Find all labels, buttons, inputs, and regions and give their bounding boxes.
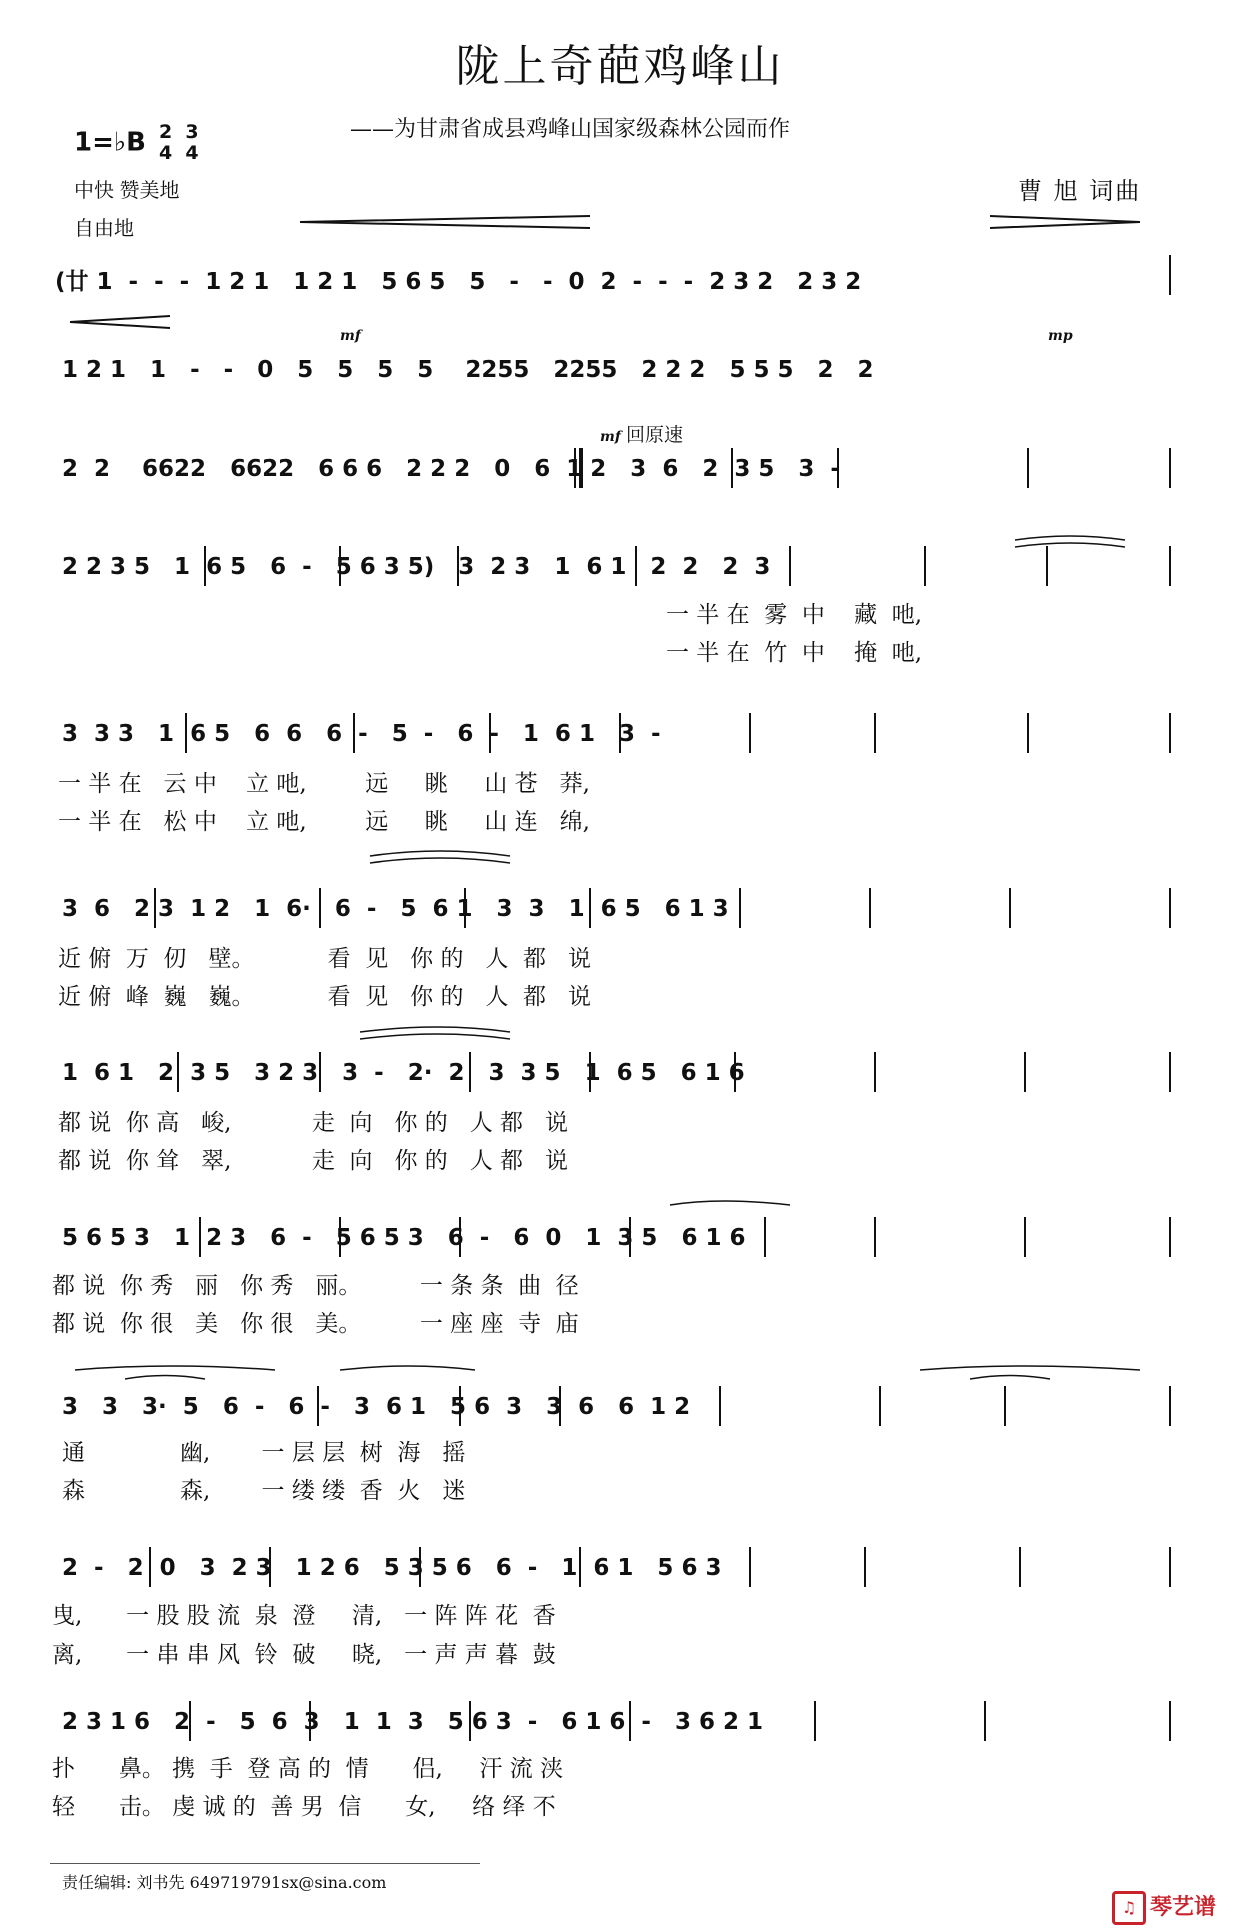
score-line-4-lyrics-2: 一 半 在 竹 中 掩 吔, — [666, 640, 923, 666]
barlines-line-9 — [318, 1386, 1170, 1426]
score-line-7-notes: 1 6 1 2 3 5 3 2 3 3 - 2· 2 3 3 5 1 6 5 6 1 6 — [62, 1060, 745, 1086]
dynamic-mf: mf — [340, 328, 361, 344]
time-signature-2: 3 4 — [185, 121, 199, 164]
tempo-marking: 中快 赞美地 — [74, 180, 180, 202]
free-tempo-marking: 自由地 — [74, 218, 134, 240]
score-line-6-lyrics-1: 近 俯 万 仞 壁。 看 见 你 的 人 都 说 — [58, 946, 591, 972]
score-line-8-lyrics-2: 都 说 你 很 美 你 很 美。 一 座 座 寺 庙 — [52, 1311, 579, 1337]
crescendo-hairpin — [300, 216, 590, 228]
score-line-5-notes: 3 3 3 1 6 5 6 6 6 - 5 - 6 - 1 6 1 3 - — [62, 721, 661, 747]
time-signature-1: 2 4 — [159, 121, 173, 164]
score-line-7-lyrics-2: 都 说 你 耸 翠, 走 向 你 的 人 都 说 — [58, 1148, 568, 1174]
score-line-4-notes: 2 2 3 5 1 6 5 6 - 5 6 3 5) 3 2 3 1 6 1 2 2 2 3 — [62, 554, 771, 580]
score-line-5-lyrics-1: 一 半 在 云 中 立 吔, 远 眺 山 苍 莽, — [58, 771, 590, 797]
score-line-8-lyrics-1: 都 说 你 秀 丽 你 秀 丽。 一 条 条 曲 径 — [52, 1273, 579, 1299]
page-title: 陇上奇葩鸡峰山 — [455, 41, 785, 92]
page-subtitle: ——为甘肃省成县鸡峰山国家级森林公园而作 — [350, 117, 791, 142]
barlines-line-11 — [190, 1701, 1170, 1741]
score-line-10-lyrics-1: 曳, 一 股 股 流 泉 澄 清, 一 阵 阵 花 香 — [52, 1603, 556, 1629]
decrescendo-hairpin — [990, 216, 1140, 228]
score-line-10-lyrics-2: 离, 一 串 串 风 铃 破 晓, 一 声 声 暮 鼓 — [52, 1642, 556, 1668]
score-line-9-lyrics-1: 通 幽, 一 层 层 树 海 摇 — [62, 1440, 466, 1466]
score-line-5-lyrics-2: 一 半 在 松 中 立 吔, 远 眺 山 连 绵, — [58, 809, 590, 835]
score-line-11-lyrics-1: 扑 鼻。 携 手 登 高 的 情 侣, 汗 流 浃 — [52, 1756, 564, 1782]
barlines-line-8 — [200, 1217, 1170, 1257]
barlines-line-10 — [150, 1547, 1170, 1587]
barlines-line-6 — [155, 888, 1170, 928]
site-logo: ♫ 琴艺谱 — [1112, 1890, 1216, 1925]
footer-divider — [50, 1863, 480, 1864]
composer-credit: 曹 旭 词曲 — [1018, 177, 1142, 205]
score-line-7-lyrics-1: 都 说 你 高 峻, 走 向 你 的 人 都 说 — [58, 1110, 568, 1136]
editor-credit: 责任编辑: 刘书先 649719791sx@sina.com — [62, 1873, 387, 1892]
score-line-6-lyrics-2: 近 俯 峰 巍 巍。 看 见 你 的 人 都 说 — [58, 984, 591, 1010]
score-line-3-notes: 2 2 6622 6622 6 6 6 2 2 2 0 6 1 2 3 6 2 3 5 3 - — [62, 456, 840, 482]
score-line-9-lyrics-2: 森 森, 一 缕 缕 香 火 迷 — [62, 1478, 466, 1504]
barlines-line-5 — [186, 713, 1170, 753]
score-line-10-notes: 2 - 2 0 3 2 3 1 2 6 5 3 5 6 6 - 1 6 1 5 6 3 — [62, 1555, 722, 1581]
score-line-2-notes: 1 2 1 1 - - 0 5 5 5 5 2255 2255 2 2 2 5 5 5 2 2 — [62, 357, 874, 383]
piano-logo-icon: ♫ — [1112, 1891, 1146, 1925]
score-line-11-notes: 2 3 1 6 2 - 5 6 3 1 1 3 5 6 3 - 6 1 6 - 3 6 2 1 — [62, 1709, 764, 1735]
score-line-9-notes: 3 3 3· 5 6 - 6 - 3 6 1 5 6 3 3 6 6 1 2 — [62, 1394, 691, 1420]
score-line-4-lyrics-1: 一 半 在 雾 中 藏 吔, — [666, 602, 923, 628]
score-line-8-notes: 5 6 5 3 1 2 3 6 - 5 6 5 3 6 - 6 0 1 3 5 6 1 6 — [62, 1225, 746, 1251]
score-line-1-notes: (廿 1 - - - 1 2 1 1 2 1 5 6 5 5 - - 0 2 - - - 2 3 2 2 3 2 — [55, 269, 862, 295]
score-line-11-lyrics-2: 轻 击。 虔 诚 的 善 男 信 女, 络 绎 不 — [52, 1794, 556, 1820]
dynamic-mp: mp — [1048, 328, 1073, 344]
score-line-6-notes: 3 6 2 3 1 2 1 6· 6 - 5 6 1 3 3 1 6 5 6 1 3 — [62, 896, 729, 922]
crescendo-hairpin — [70, 316, 170, 328]
tempo-resume-mark: mf 回原速 — [600, 425, 683, 446]
barlines-line-7 — [178, 1052, 1170, 1092]
slurs — [75, 536, 1140, 1379]
key-label: 1=♭B — [74, 127, 146, 158]
